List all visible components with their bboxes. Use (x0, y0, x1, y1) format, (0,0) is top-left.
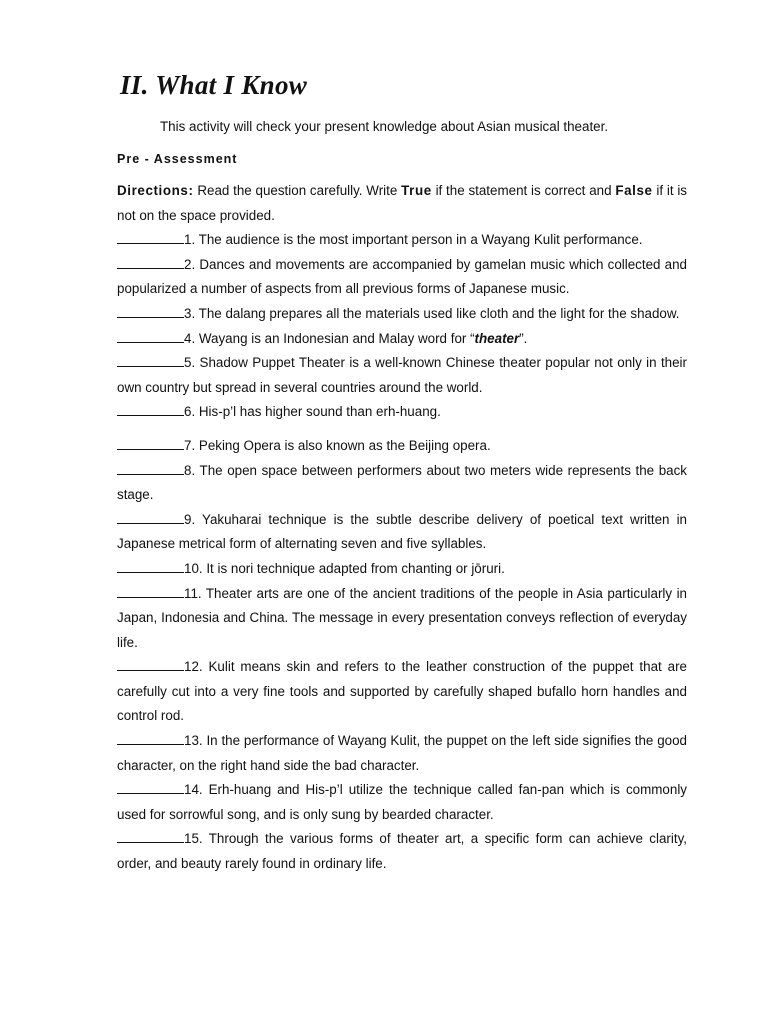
directions-true-word: True (401, 183, 432, 198)
question-item-13 (117, 729, 687, 778)
question-text: 1. The audience is the most important person in a Wayang Kulit performance. (184, 232, 643, 248)
answer-blank[interactable] (117, 355, 184, 367)
question-text: 5. Shadow Puppet Theater is a well-known Chinese theater popular not only in their own country but spread in several countries around the world. (117, 355, 687, 395)
question-text: 10. It is nori technique adapted from chanting or jōruri. (184, 560, 505, 576)
question-item-2 (117, 253, 687, 302)
question-list (117, 228, 687, 876)
question-text: 9. Yakuharai technique is the subtle describe delivery of poetical text written in Japanese metrical form of alternating seven and five syllables. (117, 511, 687, 552)
question-emphasis: theater (474, 330, 520, 346)
section-subheading: Pre - Assessment (117, 152, 238, 166)
question-text-after: ”. (519, 330, 528, 346)
answer-blank[interactable] (117, 331, 184, 343)
question-text: 2. Dances and movements are accompanied by gamelan music which collected and popularized a number of aspects from all previous forms of Japanese music. (117, 256, 687, 297)
question-item-7 (117, 434, 687, 459)
directions-text-3: if it is not on the space provided. (117, 183, 687, 223)
question-item-3 (117, 302, 687, 327)
question-item-15 (117, 827, 687, 876)
page-title: II. What I Know (120, 70, 308, 100)
question-text: 11. Theater arts are one of the ancient traditions of the people in Asia particularly in Japan, Indonesia and China. The message in every presentation conveys reflection of everyday life. (117, 585, 687, 650)
question-item-11 (117, 582, 687, 656)
answer-blank[interactable] (117, 232, 184, 244)
question-item-5 (117, 351, 687, 400)
directions-text-1: Read the question carefully. Write (193, 183, 402, 198)
question-item-14 (117, 778, 687, 827)
directions-text-2: if the statement is correct and (431, 183, 616, 198)
question-text: 12. Kulit means skin and refers to the leather construction of the puppet that are carefully cut into a very fine tools and supported by carefully shaped bufallo horn handles and control rod. (117, 659, 687, 724)
answer-blank[interactable] (117, 438, 184, 450)
question-text: 8. The open space between performers about two meters wide represents the back stage. (117, 462, 687, 503)
answer-blank[interactable] (117, 561, 184, 573)
answer-blank[interactable] (117, 512, 184, 524)
question-text: 3. The dalang prepares all the materials used like cloth and the light for the shadow. (184, 305, 680, 321)
answer-blank[interactable] (117, 306, 184, 318)
question-item-10 (117, 557, 687, 582)
directions-label: Directions: (117, 183, 194, 198)
answer-blank[interactable] (117, 257, 184, 269)
directions-false-word: False (615, 183, 653, 198)
intro-text: This activity will check your present knowledge about Asian musical theater. (160, 119, 609, 134)
answer-blank[interactable] (117, 733, 184, 745)
question-item-1 (117, 228, 687, 253)
question-item-9 (117, 508, 687, 557)
question-text: 14. Erh-huang and His-p’l utilize the technique called fan-pan which is commonly used for sorrowful song, and is only sung by bearded character. (117, 782, 687, 822)
answer-blank[interactable] (117, 831, 184, 843)
answer-blank[interactable] (117, 463, 184, 475)
question-text: 15. Through the various forms of theater art, a specific form can achieve clarity, order, and beauty rarely found in ordinary life. (117, 831, 687, 872)
answer-blank[interactable] (117, 404, 184, 416)
answer-blank[interactable] (117, 782, 184, 794)
question-text: 13. In the performance of Wayang Kulit, the puppet on the left side signifies the good character, on the right hand side the bad character. (117, 733, 687, 773)
assessment-body (117, 179, 687, 877)
directions-paragraph (117, 179, 687, 228)
question-item-4 (117, 327, 687, 352)
question-text: 7. Peking Opera is also known as the Beijing opera. (184, 437, 491, 453)
question-text: 6. His-p’l has higher sound than erh-huang. (184, 404, 441, 420)
question-item-6 (117, 400, 687, 425)
question-item-12 (117, 655, 687, 729)
question-text-before: 4. Wayang is an Indonesian and Malay word for “ (184, 330, 475, 346)
answer-blank[interactable] (117, 586, 184, 598)
question-item-8 (117, 459, 687, 508)
answer-blank[interactable] (117, 659, 184, 671)
